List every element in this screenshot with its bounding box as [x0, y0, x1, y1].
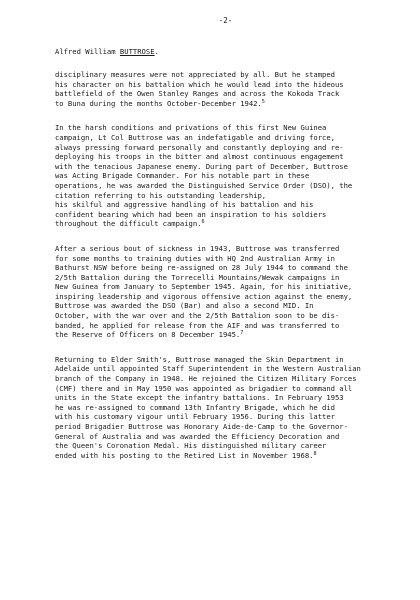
text-line-content: throughout the difficult campaign.	[55, 219, 202, 229]
text-line: General of Australia and was awarded the Efficiency Decoration and	[55, 431, 340, 441]
text-line: branch of the Company in 1948. He rejoined the Citizen Military Forces	[55, 374, 357, 384]
text-line: citation referring to his outstanding leadership,	[55, 190, 267, 200]
text-line: his character on his battalion which he would lead into the hideous	[55, 79, 344, 89]
footnote-marker: 5	[261, 98, 265, 105]
paragraph-1	[55, 70, 388, 108]
text-line: with his customary vigour until February 1956. During this latter	[55, 412, 335, 422]
text-line: banded, he applied for release from the AIF and was transferred to	[55, 320, 340, 330]
text-line: October, with the war over and the 2/5th Battalion soon to be dis-	[55, 311, 340, 321]
paragraph-3	[55, 244, 388, 340]
biography-heading	[55, 47, 388, 56]
text-line-content: the Reserve of Officers on 8 December 1945.	[55, 330, 241, 340]
text-line: he was re-assigned to command 13th Infantry Brigade, which he did	[55, 402, 335, 412]
text-line: After a serious bout of sickness in 1943, Buttrose was transferred	[55, 243, 340, 253]
text-line: (CMF) there and in May 1950 was appointed as brigadier to command all	[55, 383, 353, 393]
page-number: -2-	[218, 16, 233, 25]
text-line-last	[55, 451, 388, 461]
heading-given-names: Alfred William	[55, 47, 120, 56]
heading-punctuation: .	[154, 47, 159, 56]
text-line: his skilful and aggressive handling of his battalion and his	[55, 200, 314, 210]
text-line-last	[55, 99, 388, 109]
heading-surname: BUTTROSE	[119, 47, 155, 56]
text-line-content: to Buna during the months October-December 1942.	[55, 98, 262, 108]
paragraph-4	[55, 355, 388, 461]
footnote-marker: 6	[201, 219, 205, 226]
text-line: with the tenacious Japanese enemy. During part of December, Buttrose	[55, 161, 348, 171]
text-line: confident bearing which had been an inspiration to his soldiers	[55, 209, 327, 219]
text-line: for some months to training duties with HQ 2nd Australian Army in	[55, 253, 335, 263]
text-line: 2/5th Battalion during the Torrecelli Mountains/Wewak campaigns in	[55, 272, 340, 282]
text-line-last	[55, 219, 388, 229]
text-line: the Queen's Coronation Medal. His distinguished military career	[55, 441, 327, 451]
paragraph-2	[55, 123, 388, 229]
text-line: disciplinary measures were not appreciated by all. But he stamped	[55, 70, 335, 79]
text-line: inspiring leadership and vigorous offensive action against the enemy,	[55, 291, 353, 301]
footnote-marker: 8	[313, 450, 317, 457]
text-line: Buttrose was awarded the DSO (Bar) and also a second MID. In	[55, 301, 314, 311]
text-line: In the harsh conditions and privations of this first New Guinea	[55, 123, 327, 133]
text-line: campaign, Lt Col Buttrose was an indefatigable and driving force,	[55, 132, 335, 142]
text-line: units in the State except the infantry battalions. In February 1953	[55, 393, 344, 403]
text-line: Adelaide until appointed Staff Superintendent in the Western Australian	[55, 364, 361, 374]
text-line: operations, he was awarded the Distinguished Service Order (DSO), the	[55, 180, 353, 190]
text-line: New Guinea from January to September 1945. Again, for his initiative,	[55, 282, 353, 292]
text-line: battlefield of the Owen Stanley Ranges and across the Kokoda Track	[55, 89, 340, 99]
text-line: always pressing forward personally and constantly deploying and re-	[55, 142, 344, 152]
text-line: deploying his troops in the bitter and almost continuous engagement	[55, 152, 344, 162]
text-line: was Acting Brigade Commander. For his notable part in these	[55, 171, 310, 181]
text-line-last	[55, 330, 388, 340]
text-line: Bathurst NSW before being re-assigned on 28 July 1944 to command the	[55, 263, 348, 273]
text-line-content: ended with his posting to the Retired List in November 1968.	[55, 450, 314, 460]
footnote-marker: 7	[240, 330, 244, 337]
text-line: Returning to Elder Smith's, Buttrose managed the Skin Department in	[55, 354, 344, 364]
text-line: period Brigadier Buttrose was Honorary Aide-de-Camp to the Governor-	[55, 422, 348, 431]
